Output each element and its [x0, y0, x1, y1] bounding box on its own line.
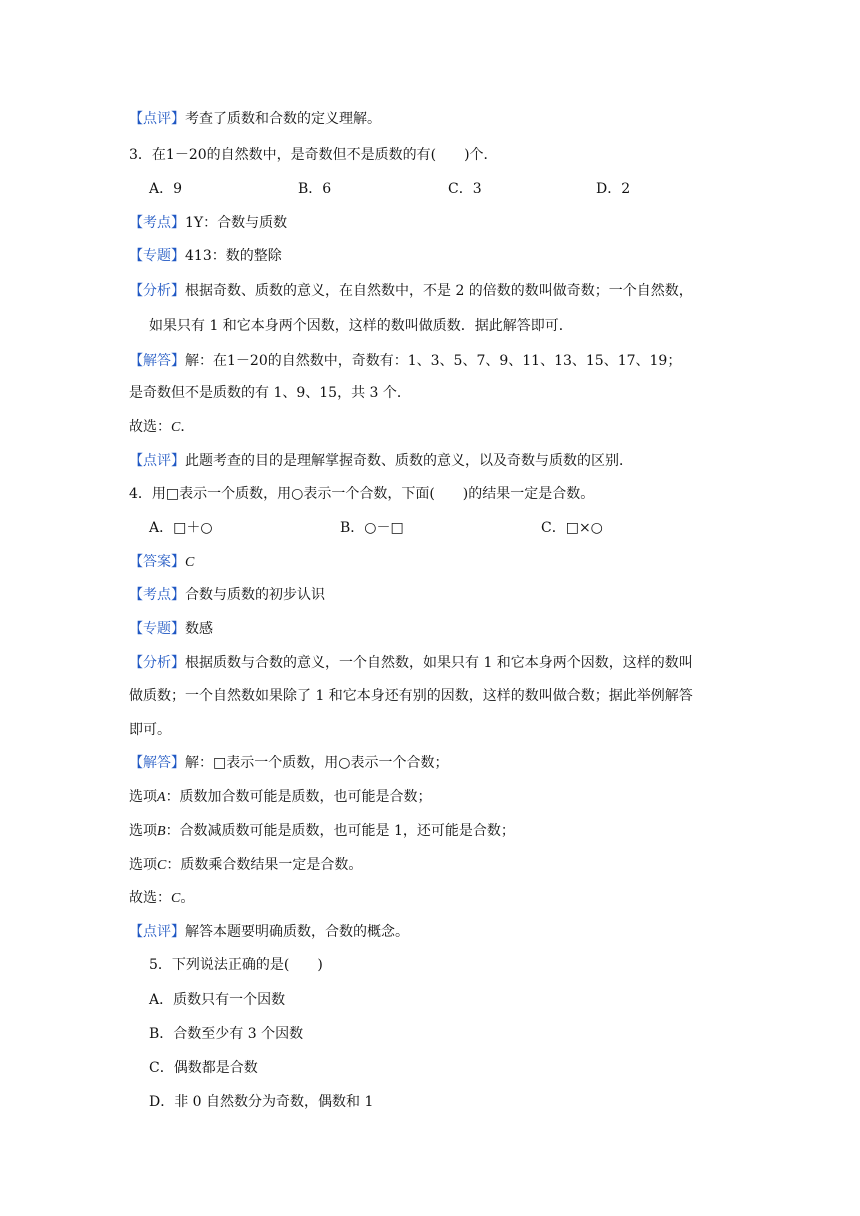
comment-text: 此题考查的目的是理解掌握奇数、质数的意义，以及奇数与质数的区别．	[185, 453, 633, 469]
option-letter: C	[157, 858, 167, 873]
fenxi-text: 根据奇数、质数的意义，在自然数中，不是 2 的倍数的数叫做奇数；一个自然数，	[185, 283, 693, 299]
option-label: 选项	[129, 823, 157, 839]
kaodian-tag: 【考点】	[129, 215, 185, 231]
q4-kaodian	[129, 585, 325, 605]
zhuanti-tag: 【专题】	[129, 621, 185, 637]
fenxi-tag: 【分析】	[129, 283, 185, 299]
comment-line	[129, 109, 381, 129]
zhuanti-tag: 【专题】	[129, 248, 185, 264]
choice-suffix: ．	[180, 419, 195, 435]
jieda-tag: 【解答】	[129, 755, 185, 771]
zhuanti-text: 413：数的整除	[185, 248, 282, 264]
q3-jieda-cont: 是奇数但不是质数的有 1、9、15，共 3 个．	[129, 385, 411, 401]
option-text: ：质数加合数可能是质数，也可能是合数；	[165, 789, 432, 805]
choice-prefix: 故选：	[129, 890, 171, 906]
q3-option-c: C．3	[448, 181, 482, 197]
q4-fenxi-cont2: 即可。	[129, 722, 171, 738]
q3-jieda	[129, 351, 681, 371]
kaodian-text: 1Y：合数与质数	[185, 215, 288, 231]
q4-stem: 4．用□表示一个质数，用○表示一个合数，下面( )的结果一定是合数。	[129, 486, 595, 502]
choice-suffix: 。	[180, 890, 195, 906]
option-letter: A	[157, 790, 166, 805]
choice-prefix: 故选：	[129, 419, 171, 435]
q3-option-b: B．6	[298, 181, 332, 197]
option-label: 选项	[129, 789, 157, 805]
q5-option-a: A．质数只有一个因数	[149, 992, 286, 1008]
q4-jieda	[129, 753, 448, 773]
option-text: ：合数减质数可能是质数，也可能是 1，还可能是合数；	[165, 823, 515, 839]
jieda-text: 解：在1－20的自然数中，奇数有：1、3、5、7、9、11、13、15、17、19；	[185, 353, 682, 369]
comment-tag: 【点评】	[129, 453, 185, 469]
q3-option-d: D．2	[596, 181, 631, 197]
jieda-text: 解：□表示一个质数，用○表示一个合数；	[185, 755, 449, 771]
option-label: 选项	[129, 857, 157, 873]
q4-answer	[129, 552, 194, 573]
q4-fenxi-cont: 做质数；一个自然数如果除了 1 和它本身还有别的因数，这样的数叫做合数；据此举例解答	[129, 688, 693, 704]
answer-letter: C	[185, 555, 195, 570]
q4-option-c: C．□×○	[541, 520, 603, 536]
comment-tag: 【点评】	[129, 111, 185, 127]
q3-comment	[129, 451, 633, 471]
q3-fenxi-cont: 如果只有 1 和它本身两个因数，这样的数叫做质数．据此解答即可．	[149, 318, 573, 334]
q3-choice	[129, 417, 194, 438]
q5-option-d: D．非 0 自然数分为奇数，偶数和 1	[149, 1094, 374, 1110]
q4-option-c-analysis	[129, 855, 362, 876]
q5-option-b: B．合数至少有 3 个因数	[149, 1026, 304, 1042]
q4-option-a: A．□＋○	[149, 520, 213, 536]
q4-option-a-analysis	[129, 787, 432, 808]
q4-option-b: B．○－□	[340, 520, 404, 536]
q5-stem: 5．下列说法正确的是( )	[149, 957, 323, 973]
option-letter: B	[157, 824, 166, 839]
q3-zhuanti	[129, 246, 282, 266]
q4-fenxi	[129, 653, 693, 673]
comment-text: 考查了质数和合数的定义理解。	[185, 111, 381, 127]
q3-stem: 3．在1－20的自然数中，是奇数但不是质数的有( )个．	[129, 147, 498, 163]
q3-fenxi	[129, 281, 693, 301]
q4-option-b-analysis	[129, 821, 515, 842]
choice-letter: C	[171, 420, 181, 435]
fenxi-text: 根据质数与合数的意义，一个自然数，如果只有 1 和它本身两个因数，这样的数叫	[185, 655, 693, 671]
q5-option-c: C．偶数都是合数	[149, 1060, 258, 1076]
choice-letter: C	[171, 891, 181, 906]
q3-kaodian	[129, 213, 287, 233]
kaodian-text: 合数与质数的初步认识	[185, 587, 325, 603]
zhuanti-text: 数感	[185, 621, 213, 637]
jieda-tag: 【解答】	[129, 353, 185, 369]
q4-comment	[129, 922, 409, 942]
q4-choice	[129, 888, 194, 909]
comment-text: 解答本题要明确质数，合数的概念。	[185, 924, 409, 940]
q3-option-a: A．9	[149, 181, 183, 197]
option-text: ：质数乘合数结果一定是合数。	[166, 857, 363, 873]
q4-zhuanti	[129, 619, 213, 639]
daan-tag: 【答案】	[129, 554, 185, 570]
kaodian-tag: 【考点】	[129, 587, 185, 603]
fenxi-tag: 【分析】	[129, 655, 185, 671]
comment-tag: 【点评】	[129, 924, 185, 940]
